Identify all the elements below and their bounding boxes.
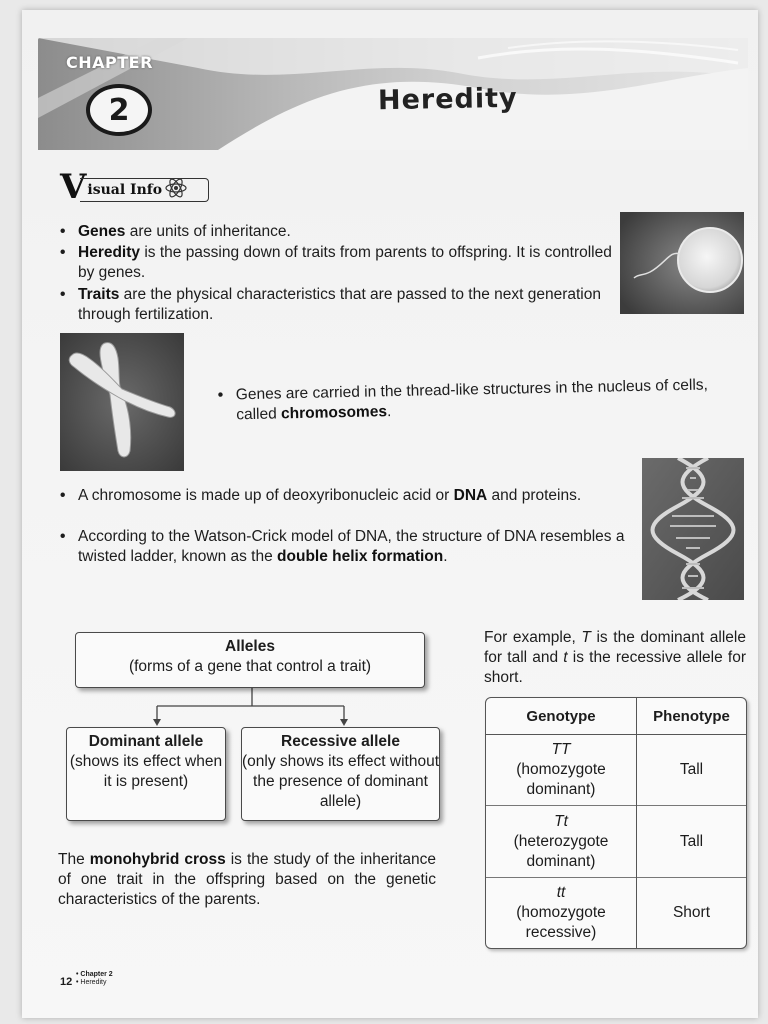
example-paragraph: [484, 628, 746, 688]
visual-info-label: isual Info: [87, 182, 163, 198]
monohybrid-text-1: The: [58, 851, 90, 868]
example-text-1: For example,: [484, 629, 582, 646]
bullet-double-helix-text: According to the Watson-Crick model of DNA, the structure of DNA resembles a twisted ladder, known as the: [78, 528, 625, 565]
egg-cell-image: [620, 212, 744, 314]
chapter-title: Heredity: [377, 82, 518, 117]
genotype-cell: [486, 877, 637, 948]
bullet-dna: • A chromosome is made up of deoxyribonucleic acid or DNA and proteins.: [60, 487, 582, 504]
alleles-description: (forms of a gene that control a trait): [128, 658, 372, 675]
bullet-chromosomes-end: .: [386, 403, 392, 421]
recessive-allele-description: (only shows its effect without the presence of dominant allele): [242, 753, 439, 810]
bullet-genes-text: are units of inheritance.: [125, 223, 291, 240]
term-dna: DNA: [453, 487, 488, 504]
phenotype-header: Phenotype: [637, 698, 747, 735]
recessive-allele-box: [241, 727, 440, 821]
visual-info-frame: [80, 178, 209, 202]
bullet-double-helix: • According to the Watson-Crick model of DNA, the structure of DNA resembles a twisted ladder, known as the double helix formation.: [60, 528, 625, 565]
term-chromosomes: chromosomes: [280, 403, 388, 423]
term-genes: Genes: [78, 223, 126, 240]
chapter-label: CHAPTER: [66, 53, 153, 72]
footer-topic-label: Heredity: [80, 979, 107, 986]
genotype-header: Genotype: [486, 698, 637, 735]
term-traits: Traits: [78, 286, 120, 303]
term-heredity: Heredity: [78, 244, 141, 261]
genotype-code: Tt: [554, 812, 568, 830]
alleles-title: Alleles: [225, 638, 275, 655]
monohybrid-paragraph: [58, 850, 436, 910]
alleles-box: [75, 632, 425, 688]
example-text-2: is the dominant allele for tall and: [484, 629, 746, 666]
phenotype-cell: Short: [637, 877, 747, 948]
table-header-row: [486, 698, 746, 735]
table-row: [486, 735, 746, 806]
phenotype-cell: Tall: [637, 806, 747, 877]
genotype-description: (heterozygote dominant): [513, 832, 609, 870]
chromosome-image: [60, 333, 184, 471]
dominant-allele-box: [66, 727, 226, 821]
example-text-3: is the recessive allele for short.: [484, 649, 746, 686]
genotype-code: TT: [551, 741, 571, 759]
table-row: [486, 877, 746, 948]
bullet-chromosomes: • Genes are carried in the thread-like structures in the nucleus of cells, called chromosomes.: [217, 376, 709, 424]
footer-chapter-label: Chapter 2: [80, 971, 113, 978]
chapter-number-badge: [86, 84, 152, 136]
monohybrid-text-2: is the study of the inheritance of one trait in the offspring based on the genetic characteristics of the parents.: [58, 851, 437, 908]
phenotype-cell: Tall: [637, 735, 747, 806]
term-monohybrid-cross: monohybrid cross: [89, 851, 226, 868]
genotype-code: tt: [556, 883, 566, 901]
example-recessive-symbol: t: [563, 649, 568, 666]
recessive-allele-title: Recessive allele: [281, 733, 400, 750]
visual-info-badge: [60, 167, 208, 207]
genotype-phenotype-table: [485, 697, 747, 949]
bullet-dna-text: A chromosome is made up of deoxyribonucleic acid or: [78, 487, 454, 504]
genotype-description: (homozygote recessive): [516, 903, 606, 941]
genotype-cell: [486, 806, 637, 877]
visual-info-initial: V: [60, 167, 87, 207]
dominant-allele-description: (shows its effect when it is present): [69, 753, 223, 790]
bullet-genes: • Genes are units of inheritance.: [60, 223, 291, 240]
bullet-heredity: • Heredity is the passing down of traits from parents to offspring. It is controlled by genes.: [60, 244, 612, 281]
bullet-heredity-text: is the passing down of traits from parents to offspring. It is controlled by genes.: [78, 244, 612, 281]
table-row: [486, 806, 746, 877]
page-number: 12: [60, 976, 73, 988]
dna-helix-image: [642, 458, 744, 600]
dominant-allele-title: Dominant allele: [88, 733, 204, 750]
bullet-chromosomes-text: Genes are carried in the thread-like structures in the nucleus of cells, called: [235, 376, 709, 424]
bullet-double-helix-end: .: [443, 548, 448, 565]
term-double-helix: double helix formation: [277, 548, 444, 565]
footer-chapter: • Chapter 2 • Heredity: [76, 971, 113, 986]
bullet-dna-end: and proteins.: [487, 487, 582, 504]
genotype-description: (homozygote dominant): [516, 761, 606, 799]
example-dominant-symbol: T: [581, 629, 591, 646]
bullet-traits-text: are the physical characteristics that are passed to the next generation through fertilization.: [78, 286, 601, 323]
genotype-cell: [486, 735, 637, 806]
chapter-number: 2: [108, 92, 130, 128]
bullet-traits: • Traits are the physical characteristics that are passed to the next generation through fertilization.: [60, 286, 601, 323]
